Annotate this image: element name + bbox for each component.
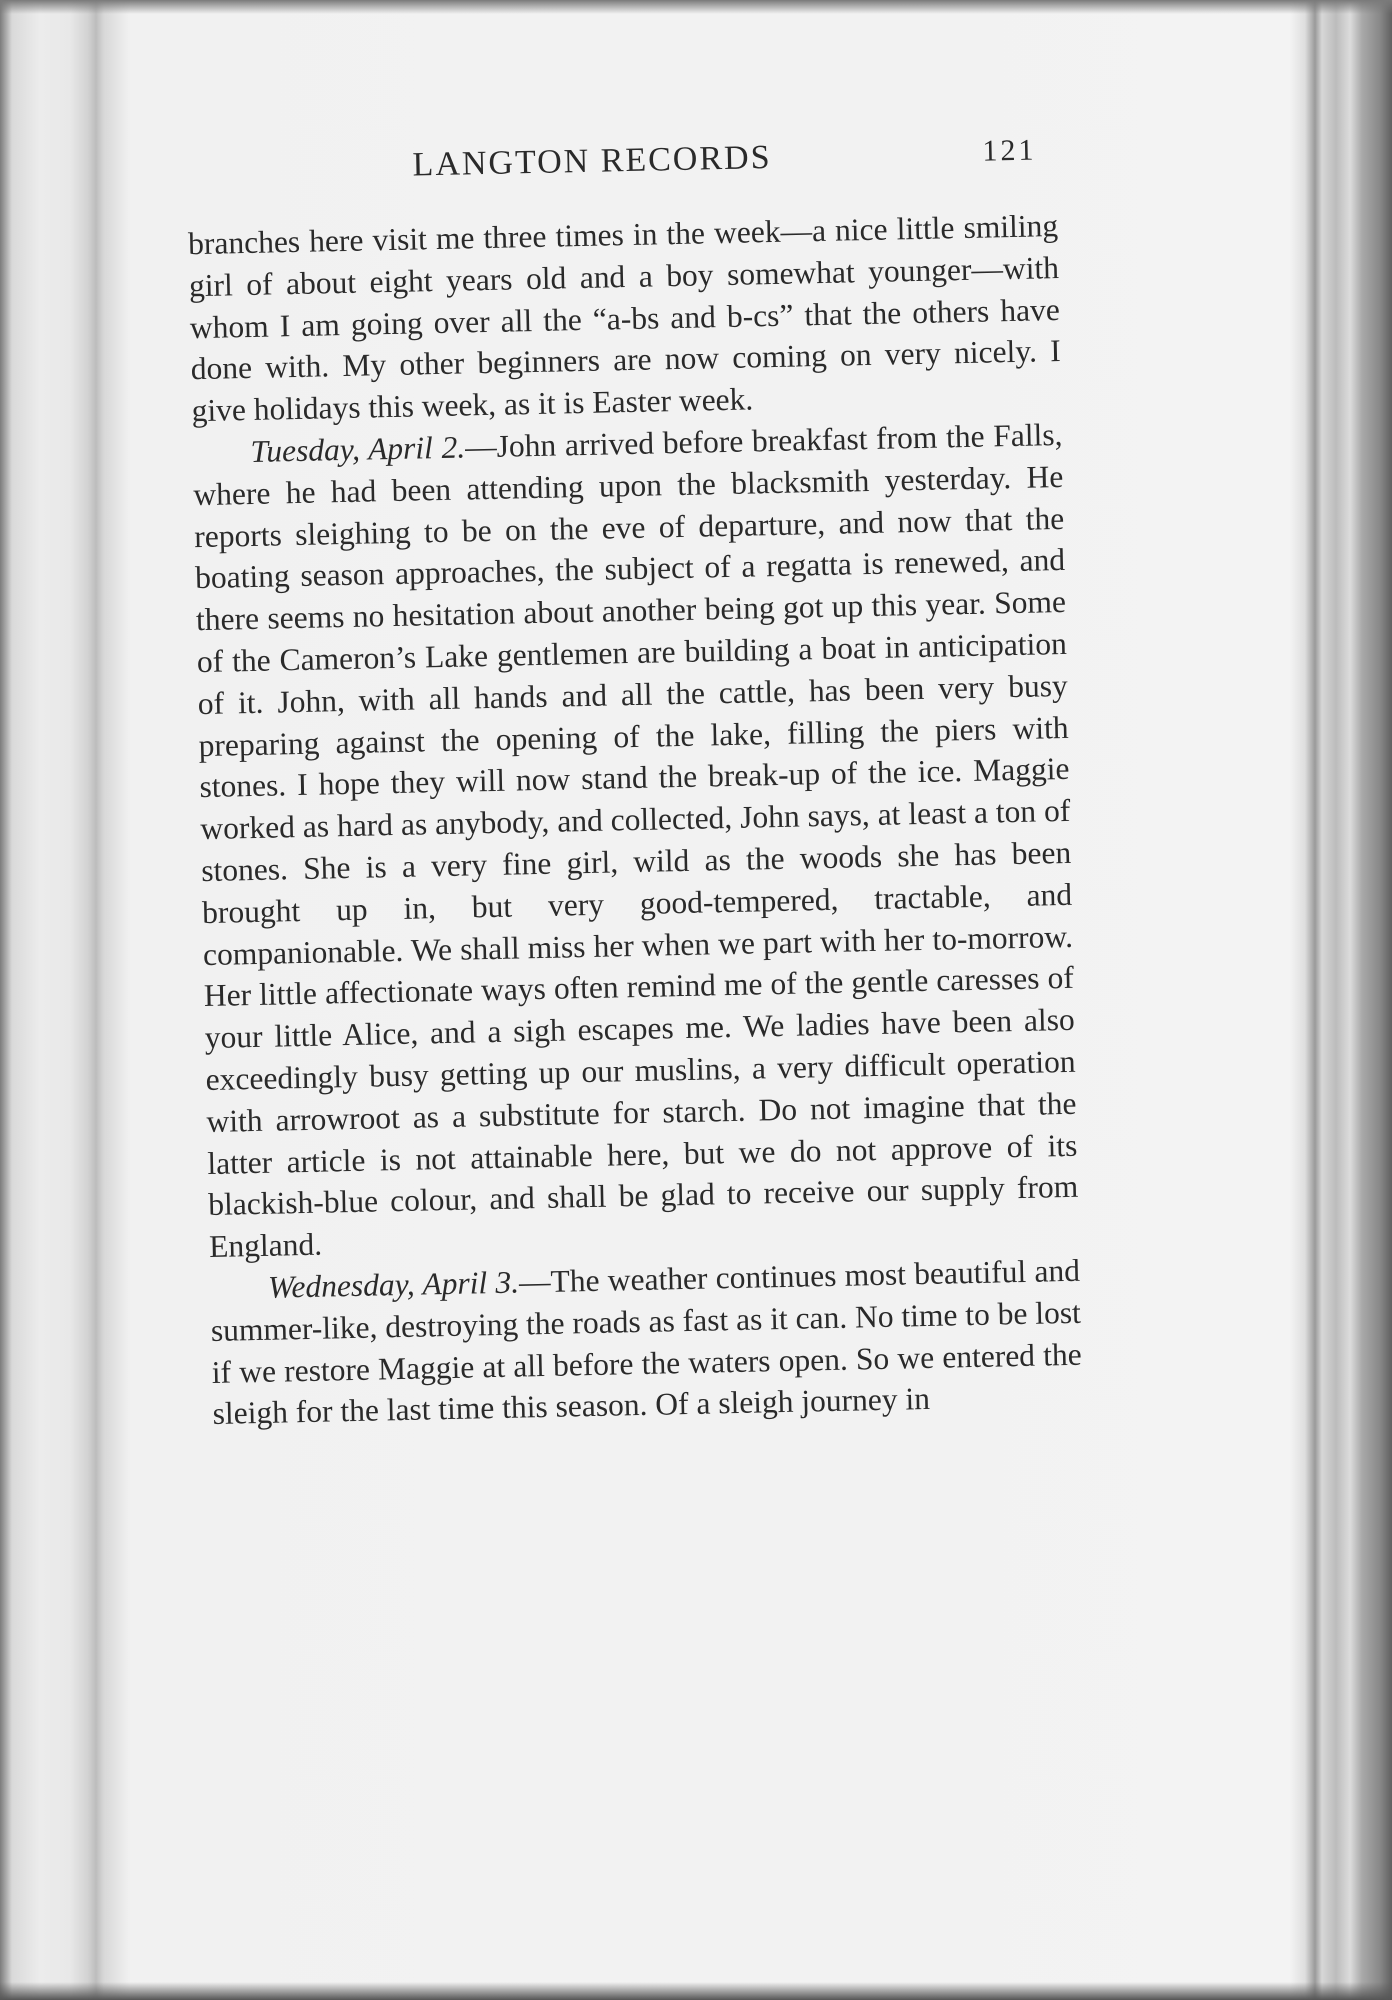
running-head [150, 121, 1071, 200]
body-text [188, 205, 1083, 1435]
diary-entry-wednesday [210, 1250, 1083, 1435]
page-number: 121 [982, 133, 1037, 168]
entry-date: Tuesday, April 2. [250, 429, 466, 469]
scan-top-edge [0, 0, 1392, 14]
running-title: LANGTON RECORDS [412, 138, 772, 184]
paragraph-continuation [188, 205, 1062, 432]
paragraph-text: —John arrived before breakfast from the Falls, where he had been attending upon the blacksmith yesterday. He reports sleighing to be on the eve of departure, and now that the boating season approaches, the subject of a regatta is renewed, and there seems no hesitation about another being got up this year. Some of the Cameron’s Lake gentlemen are building a boat in anticipation of it. John, with all hands and all the cattle, has been very busy preparing against the opening of the lake, filling the piers with stones. I hope they will now stand the break-up of the ice. Maggie worked as hard as anybody, and collected, John says, at least a ton of stones. She is a very fine girl, wild as the woods she has been brought up in, but very good-tempered, tractable, and companionable. We shall miss her when we part with her to-morrow. Her little affectionate ways often remind me of the gentle caresses of your little Alice, and a sigh escapes me. We ladies have been also exceedingly busy getting up our muslins, a very difficult operation with arrowroot as a substitute for starch. Do not imagine that the latter article is not attainable here, but we do not approve of its blackish-blue colour, and shall be glad to receive our supply from England. [193, 416, 1079, 1265]
paragraph-text: —The weather continues most beautiful and summer-like, destroying the roads as fast as it can. No time to be lost if we restore Maggie at all before the waters open. So we entered the sleigh for the last time this season. Of a sleigh journey in [210, 1252, 1082, 1432]
scan-bottom-edge [0, 1982, 1392, 2000]
book-page [150, 121, 1106, 1880]
diary-entry-tuesday [192, 414, 1079, 1268]
entry-date: Wednesday, April 3. [267, 1264, 520, 1305]
paragraph-text: branches here visit me three times in the week—a nice little smiling girl of about eight years old and a boy somewhat younger—with whom I am going over all the “a-bs and b-cs” that the others have done with. My other beginners are now coming on very nicely. I give holidays this week, as it is Easter week. [187, 208, 1061, 429]
